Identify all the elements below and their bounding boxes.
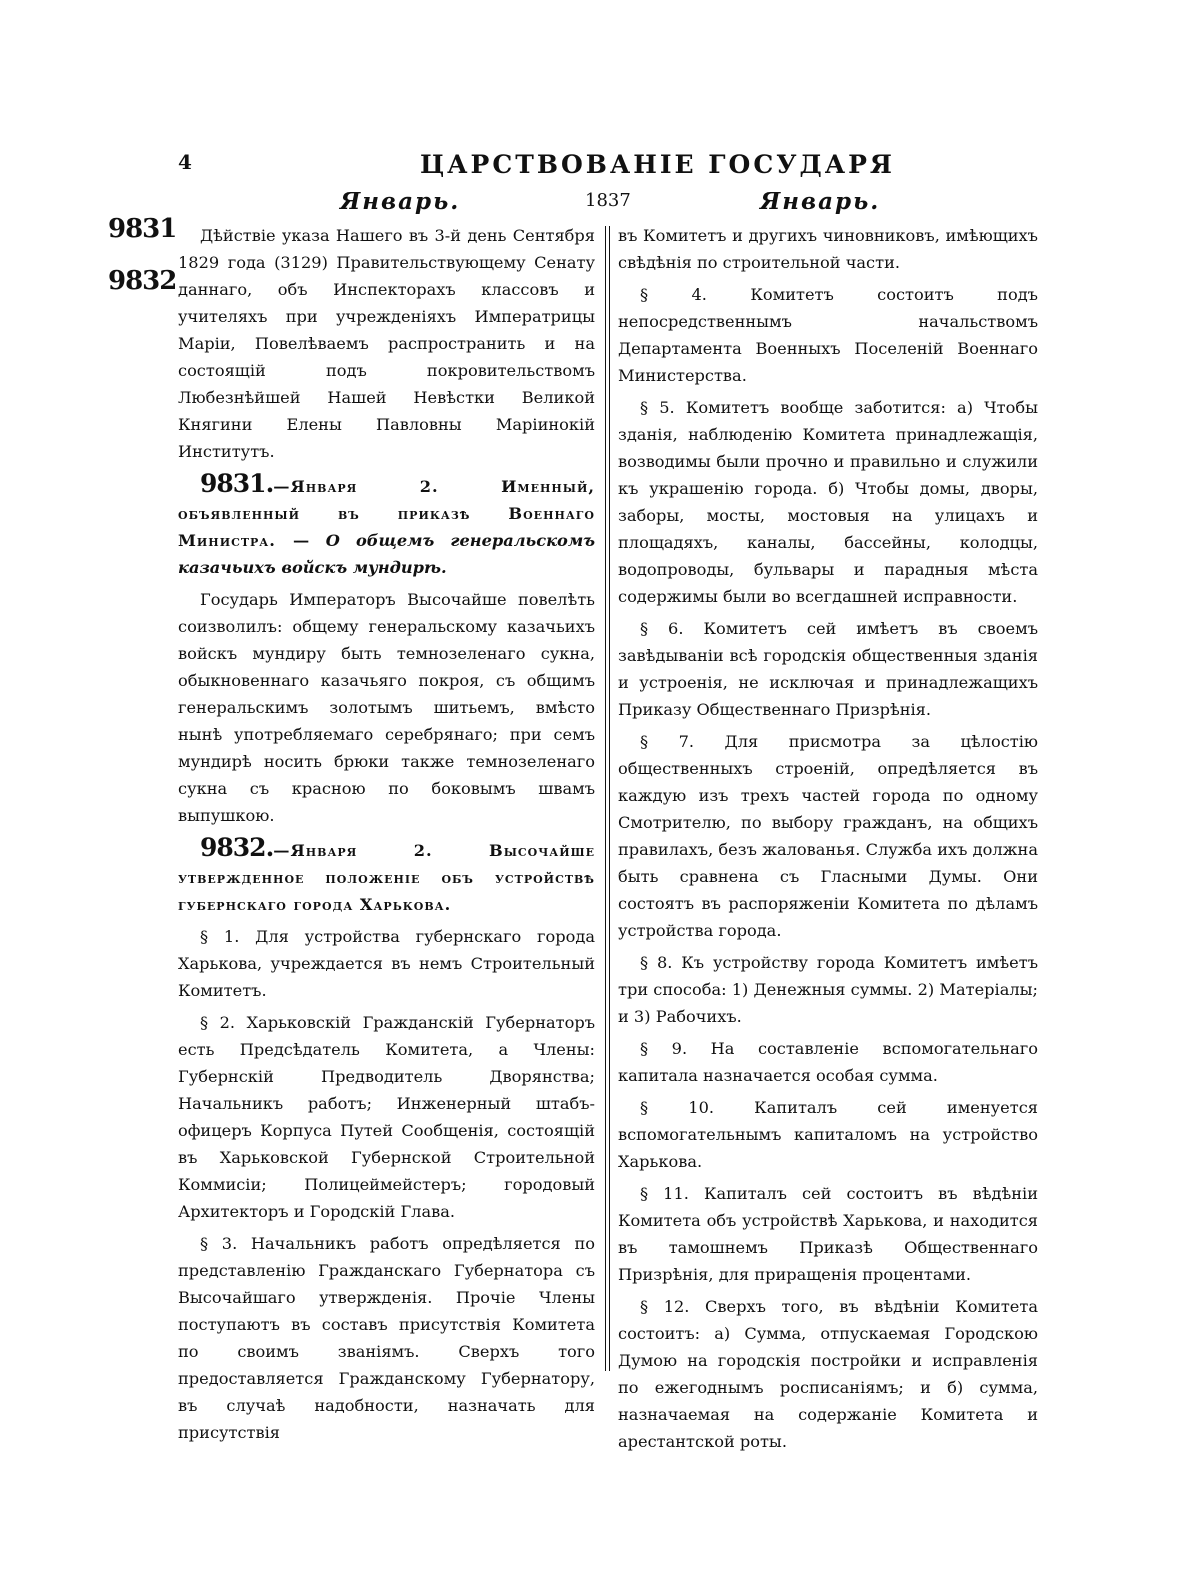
doc-9831-heading	[178, 470, 595, 581]
marginal-number-9832: 9832	[108, 266, 177, 296]
doc-9831-subject: О общемъ генеральскомъ казачьихъ войскъ мундирѣ.	[178, 531, 595, 577]
marginal-number-9831: 9831	[108, 214, 177, 244]
section-5: § 5. Комитетъ вообще заботится: а) Чтобы зданія, наблюденію Комитета принадлежащія, возводимы были прочно и правильно и служили къ украшенію города. б) Чтобы домы, дворы, заборы, мосты, мостовыя на улицахъ и площадяхъ, каналы, бассейны, колодцы, водопроводы, бульвары и парадныя мѣста содержимы были во всегдашней исправности.	[618, 398, 1038, 606]
section-3: § 3. Начальникъ работъ опредѣляется по представленію Гражданскаго Губернатора съ Высочайшаго утвержденія. Прочіе Члены поступаютъ въ составъ присутствія Комитета по своимъ званіямъ. Сверхъ того предоставляется Гражданскому Губернатору, въ случаѣ надобности, назначать для присутствія	[178, 1234, 595, 1442]
section-3-continuation: въ Комитетъ и другихъ чиновниковъ, имѣющихъ свѣдѣнія по строительной части.	[618, 226, 1038, 272]
running-head: ЦАРСТВОВАНІЕ ГОСУДАРЯ	[420, 150, 895, 179]
section-11: § 11. Капиталъ сей состоитъ въ вѣдѣніи Комитета объ устройствѣ Харькова, и находится въ тамошнемъ Приказѣ Общественнаго Призрѣнія, для приращенія процентами.	[618, 1184, 1038, 1284]
doc-9832-title: —Января 2. Высочайше утвержденное положеніе объ устройствѣ губернскаго города Харькова.	[178, 841, 595, 914]
doc-9831-title: —Января 2. Именный, объявленный въ приказѣ Военнаго Министра. —	[178, 477, 595, 550]
section-8: § 8. Къ устройству города Комитетъ имѣетъ три способа: 1) Денежныя суммы. 2) Матеріалы; и 3) Рабочихъ.	[618, 953, 1038, 1026]
intro-paragraph: Дѣйствіе указа Нашего въ 3-й день Сентября 1829 года (3129) Правительствующему Сенату даннаго, объ Инспекторахъ классовъ и учителяхъ при учрежденіяхъ Императрицы Маріи, Повелѣваемъ распространить и на состоящій подъ покровительствомъ Любезнѣйшей Нашей Невѣстки Великой Княгини Елены Павловны Маріинокій Институтъ.	[178, 226, 595, 461]
section-12: § 12. Сверхъ того, въ вѣдѣніи Комитета состоитъ: а) Сумма, отпускаемая Городскою Думою на городскія постройки и исправленія по ежегоднымъ росписаніямъ; и б) сумма, назначаемая на содержаніе Комитета и арестантской роты.	[618, 1297, 1038, 1451]
section-6: § 6. Комитетъ сей имѣетъ въ своемъ завѣдываніи всѣ городскія общественныя зданія и устроенія, не исключая и принадлежащихъ Приказу Общественнаго Призрѣнія.	[618, 619, 1038, 719]
section-7: § 7. Для присмотра за цѣлостію общественныхъ строеній, опредѣляется въ каждую изъ трехъ частей города по одному Смотрителю, по выбору гражданъ, на общихъ правилахъ, безъ жалованья. Служба ихъ должна быть сравнена съ Гласными Думы. Они состоятъ въ распоряженіи Комитета по дѣламъ устройства города.	[618, 732, 1038, 940]
doc-9832-heading	[178, 834, 595, 918]
left-column	[178, 222, 595, 1451]
page-number: 4	[178, 150, 192, 174]
year: 1837	[585, 190, 631, 211]
section-1: § 1. Для устройства губернскаго города Харькова, учреждается въ немъ Строительный Комитетъ.	[178, 927, 595, 1000]
doc-9831-number: 9831.	[200, 469, 274, 498]
doc-9831-body: Государь Императоръ Высочайше повелѣть соизволилъ: общему генеральскому казачьихъ войскъ мундиру быть темнозеленаго сукна, обыкновеннаго казачьяго покроя, съ общимъ генеральскимъ золотымъ шитьемъ, вмѣсто нынѣ употребляемаго серебрянаго; при семъ мундирѣ носить брюки также темнозеленаго сукна съ красною по боковымъ швамъ выпушкою.	[178, 590, 595, 825]
section-10: § 10. Капиталъ сей именуется вспомогательнымъ капиталомъ на устройство Харькова.	[618, 1098, 1038, 1171]
section-4: § 4. Комитетъ состоитъ подъ непосредственнымъ начальствомъ Департамента Военныхъ Поселеній Военнаго Министерства.	[618, 285, 1038, 385]
month-right: Январь.	[760, 188, 881, 215]
right-column	[618, 222, 1038, 1460]
doc-9832-number: 9832.	[200, 833, 274, 862]
section-2: § 2. Харьковскій Гражданскій Губернаторъ есть Предсѣдатель Комитета, а Члены: Губернскій Предводитель Дворянства; Начальникъ работъ; Инженерный штабъ-офицеръ Корпуса Путей Сообщенія, состоящій въ Харьковской Губернской Строительной Коммисіи; Полицеймейстеръ; городовый Архитекторъ и Городскій Глава.	[178, 1013, 595, 1221]
month-left: Январь.	[340, 188, 461, 215]
section-9: § 9. На составленіе вспомогательнаго капитала назначается особая сумма.	[618, 1039, 1038, 1085]
column-divider	[605, 226, 610, 1371]
